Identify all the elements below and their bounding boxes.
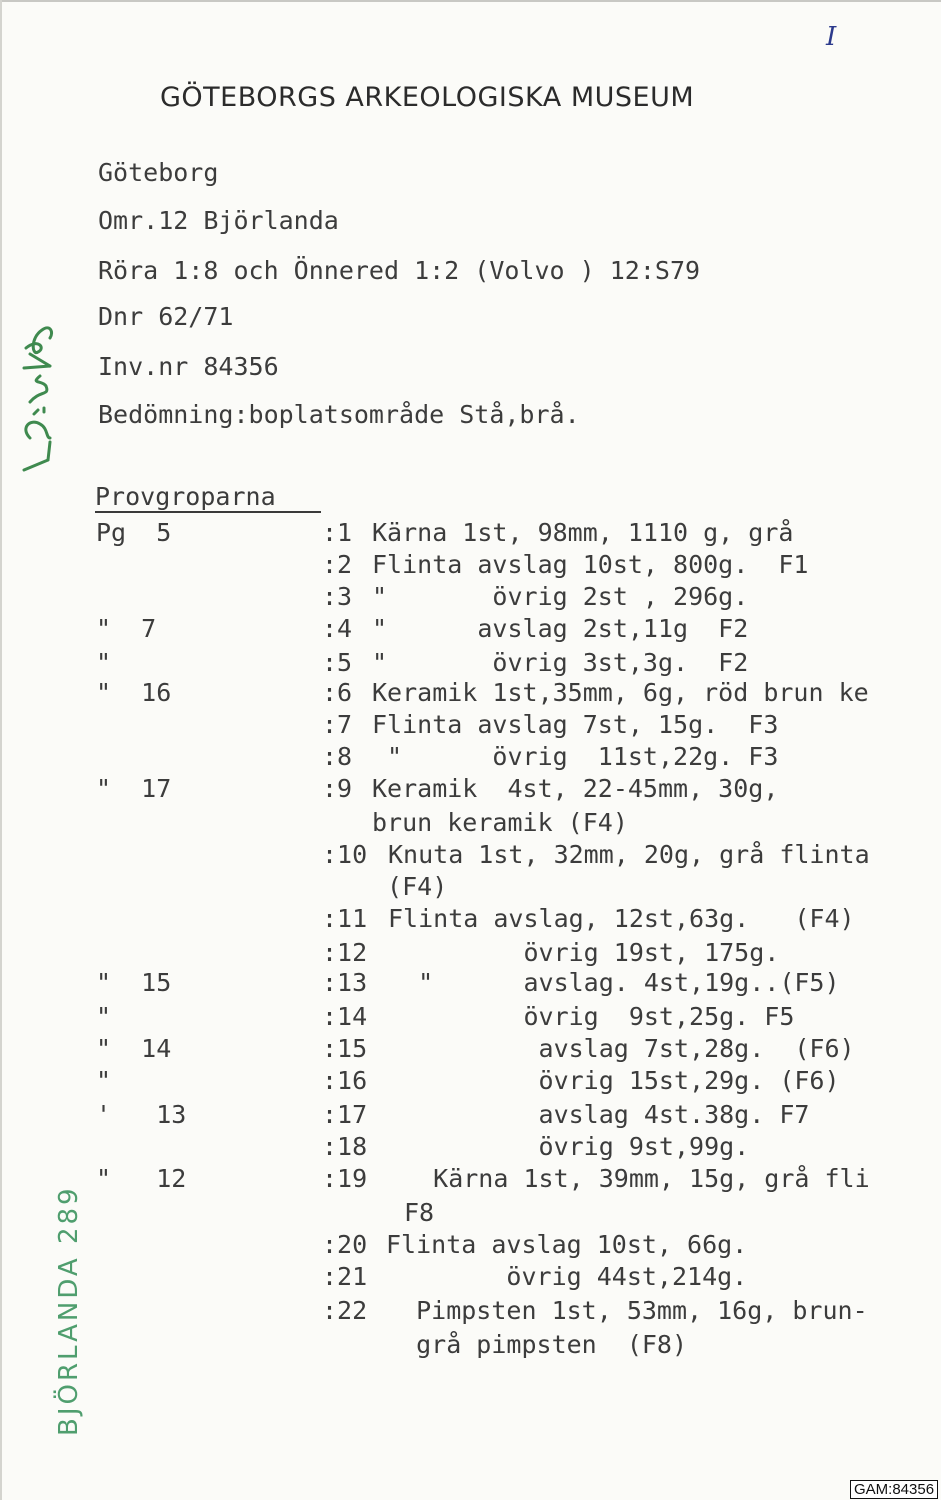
- meta-city: Göteborg: [98, 158, 219, 187]
- row-description: F8: [404, 1198, 435, 1227]
- meta-assessment: Bedömning:boplatsområde Stå,brå.: [98, 400, 580, 429]
- row-number: :10: [322, 840, 368, 869]
- row-number: :14: [322, 1002, 368, 1031]
- row-description: " avslag. 4st,19g..(F5): [388, 968, 840, 997]
- row-number: :3: [322, 582, 353, 611]
- row-pit: ": [96, 648, 112, 677]
- row-description: övrig 9st,25g. F5: [388, 1002, 795, 1031]
- row-number: :2: [322, 550, 353, 579]
- catalog-id-label: GAM:84356: [850, 1480, 938, 1499]
- row-description: " övrig 11st,22g. F3: [372, 742, 779, 771]
- row-pit: Pg 5: [96, 518, 172, 547]
- row-pit: " 12: [96, 1164, 187, 1193]
- row-description: " övrig 3st,3g. F2: [372, 648, 749, 677]
- row-number: :6: [322, 678, 353, 707]
- row-description: Flinta avslag 10st, 800g. F1: [372, 550, 809, 579]
- row-description: övrig 15st,29g. (F6): [388, 1066, 840, 1095]
- row-pit: " 15: [96, 968, 172, 997]
- row-description: övrig 44st,214g.: [386, 1262, 748, 1291]
- row-number: :1: [322, 518, 353, 547]
- row-number: :4: [322, 614, 353, 643]
- row-pit: ": [96, 1002, 112, 1031]
- row-description: avslag 7st,28g. (F6): [388, 1034, 855, 1063]
- row-description: Pimpsten 1st, 53mm, 16g, brun-: [386, 1296, 868, 1325]
- section-title: Provgroparna: [95, 482, 321, 513]
- row-number: :19: [322, 1164, 368, 1193]
- row-pit: " 16: [96, 678, 172, 707]
- stamp-area: [22, 1136, 82, 1436]
- row-number: :20: [322, 1230, 368, 1259]
- meta-inventory-number: Inv.nr 84356: [98, 352, 279, 381]
- row-pit: " 17: [96, 774, 172, 803]
- row-number: :7: [322, 710, 353, 739]
- row-number: :22: [322, 1296, 368, 1325]
- row-description: (F4): [372, 872, 448, 901]
- row-description: " övrig 2st , 296g.: [372, 582, 749, 611]
- row-description: Kärna 1st, 98mm, 1110 g, grå: [372, 518, 794, 547]
- row-pit: " 7: [96, 614, 157, 643]
- institution-header: GÖTEBORGS ARKEOLOGISKA MUSEUM: [160, 82, 695, 113]
- margin-handwriting-icon: [10, 310, 70, 475]
- row-description: Kärna 1st, 39mm, 15g, grå fli: [388, 1164, 870, 1193]
- row-description: brun keramik (F4): [372, 808, 628, 837]
- meta-property: Röra 1:8 och Önnered 1:2 (Volvo ) 12:S79: [98, 256, 701, 285]
- row-number: :21: [322, 1262, 368, 1291]
- row-number: :9: [322, 774, 353, 803]
- row-description: övrig 19st, 175g.: [388, 938, 780, 967]
- row-pit: ' 13: [96, 1100, 187, 1129]
- row-number: :15: [322, 1034, 368, 1063]
- meta-dnr: Dnr 62/71: [98, 302, 234, 331]
- row-number: :8: [322, 742, 353, 771]
- row-description: grå pimpsten (F8): [386, 1330, 688, 1359]
- row-description: Keramik 4st, 22-45mm, 30g,: [372, 774, 779, 803]
- row-description: avslag 4st.38g. F7: [388, 1100, 810, 1129]
- row-description: Knuta 1st, 32mm, 20g, grå flinta: [388, 840, 870, 869]
- row-number: :18: [322, 1132, 368, 1161]
- row-description: Flinta avslag 10st, 66g.: [386, 1230, 748, 1259]
- row-description: övrig 9st,99g.: [388, 1132, 750, 1161]
- row-pit: ": [96, 1066, 112, 1095]
- card-left-edge: [0, 0, 2, 1500]
- page-number-mark: I: [826, 22, 837, 52]
- row-number: :11: [322, 904, 368, 933]
- row-description: Flinta avslag 7st, 15g. F3: [372, 710, 779, 739]
- row-pit: " 14: [96, 1034, 172, 1063]
- row-description: " avslag 2st,11g F2: [372, 614, 749, 643]
- row-number: :17: [322, 1100, 368, 1129]
- meta-area: Omr.12 Björlanda: [98, 206, 339, 235]
- row-description: Keramik 1st,35mm, 6g, röd brun ke: [372, 678, 869, 707]
- row-number: :5: [322, 648, 353, 677]
- card-top-edge: [0, 0, 941, 2]
- stamp-text: BJÖRLANDA 289: [54, 1185, 84, 1436]
- row-number: :12: [322, 938, 368, 967]
- row-number: :16: [322, 1066, 368, 1095]
- row-number: :13: [322, 968, 368, 997]
- row-description: Flinta avslag, 12st,63g. (F4): [388, 904, 855, 933]
